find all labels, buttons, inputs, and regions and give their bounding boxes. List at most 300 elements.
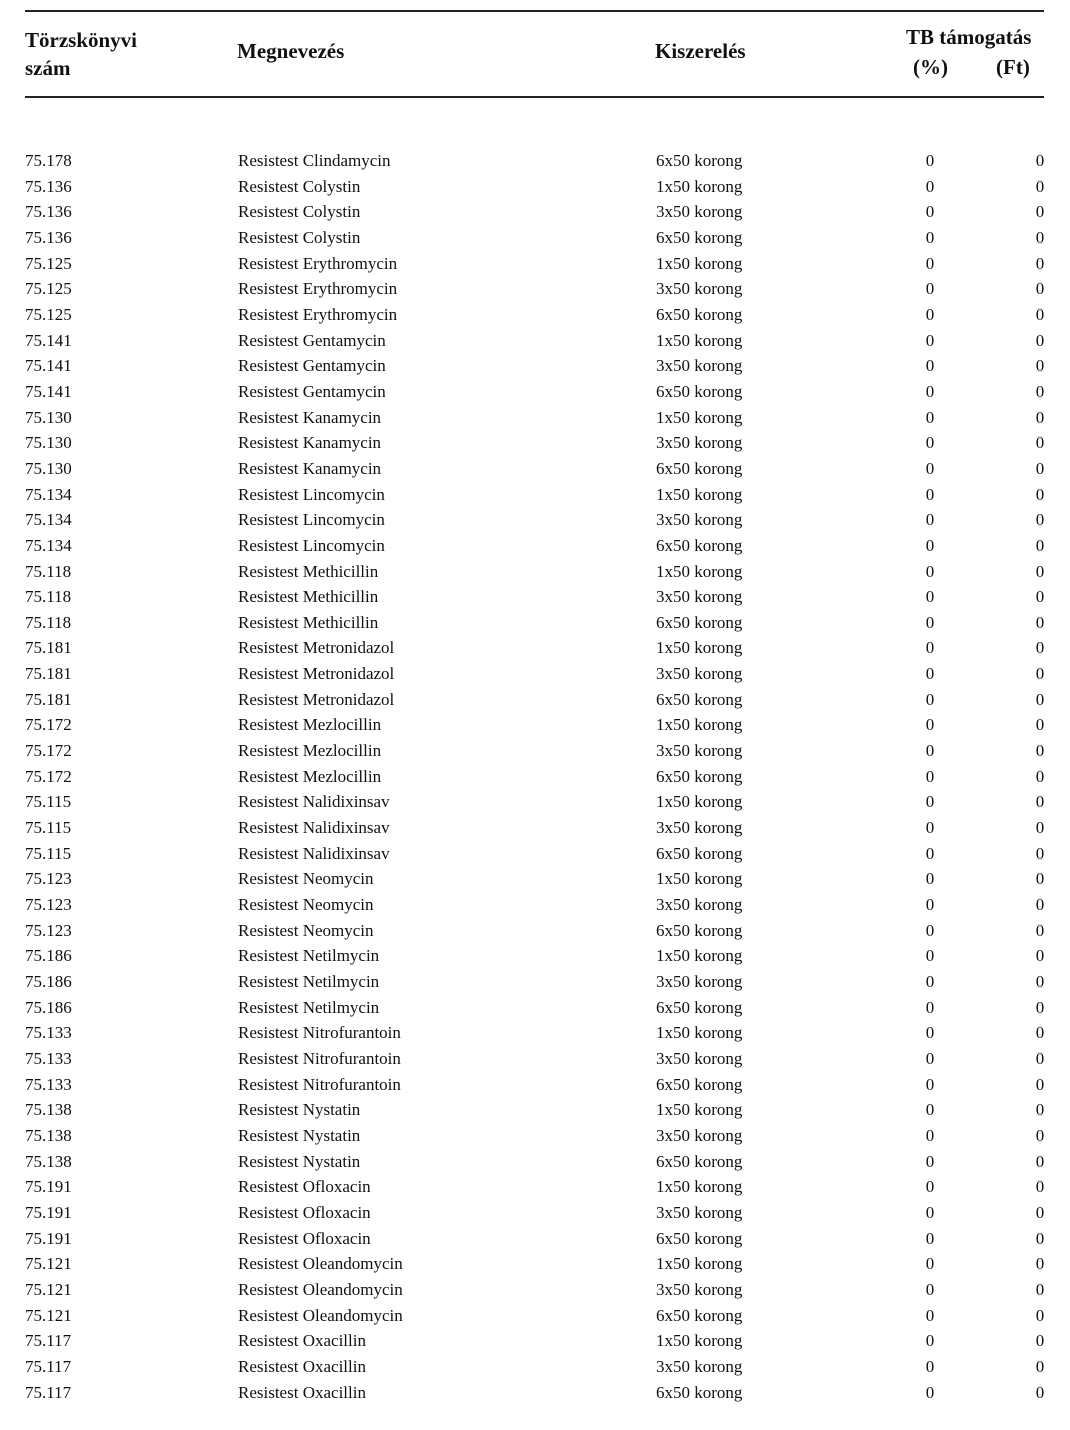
support-percent-cell: 0 <box>925 1382 935 1402</box>
table-row <box>0 1251 1070 1277</box>
table-row <box>0 584 1070 610</box>
table-row <box>0 738 1070 764</box>
support-forint-cell: 0 <box>1035 561 1045 581</box>
product-name-cell: Resistest Lincomycin <box>238 484 385 504</box>
registration-number-cell: 75.118 <box>25 612 72 632</box>
support-percent-cell: 0 <box>925 1305 935 1325</box>
packaging-cell: 3x50 korong <box>656 202 743 222</box>
support-percent-cell: 0 <box>925 638 935 658</box>
support-forint-cell: 0 <box>1035 151 1045 170</box>
registration-number-cell: 75.117 <box>25 1382 72 1402</box>
support-forint-cell: 0 <box>1035 330 1045 350</box>
packaging-cell: 1x50 korong <box>656 561 743 581</box>
support-percent-cell: 0 <box>925 1023 935 1043</box>
registration-number-cell: 75.181 <box>25 664 72 684</box>
support-forint-cell: 0 <box>1035 510 1045 530</box>
table-row <box>0 199 1070 225</box>
registration-number-cell: 75.125 <box>25 279 72 299</box>
top-rule <box>25 10 1044 12</box>
support-percent-cell: 0 <box>925 202 935 222</box>
product-name-cell: Resistest Nalidixinsav <box>238 792 390 812</box>
product-name-cell: Resistest Gentamycin <box>238 330 386 350</box>
support-forint-cell: 0 <box>1035 818 1045 838</box>
table-row <box>0 943 1070 969</box>
packaging-cell: 6x50 korong <box>656 1305 743 1325</box>
product-name-cell: Resistest Colystin <box>238 227 361 247</box>
product-name-cell: Resistest Ofloxacin <box>238 1228 371 1248</box>
support-percent-cell: 0 <box>925 766 935 786</box>
packaging-cell: 6x50 korong <box>656 920 743 940</box>
table-row <box>0 1328 1070 1354</box>
table-row <box>0 559 1070 585</box>
packaging-cell: 1x50 korong <box>656 330 743 350</box>
registration-number-cell: 75.133 <box>25 1048 72 1068</box>
support-percent-cell: 0 <box>925 458 935 478</box>
registration-number-cell: 75.141 <box>25 330 72 350</box>
packaging-cell: 3x50 korong <box>656 664 743 684</box>
registration-number-cell: 75.133 <box>25 1023 72 1043</box>
header-support-forint: (Ft) <box>996 55 1030 79</box>
support-percent-cell: 0 <box>925 304 935 324</box>
registration-number-cell: 75.186 <box>25 946 72 966</box>
table-row <box>0 302 1070 328</box>
support-forint-cell: 0 <box>1035 1305 1045 1325</box>
table-row <box>0 995 1070 1021</box>
support-percent-cell: 0 <box>925 587 935 607</box>
support-percent-cell: 0 <box>925 510 935 530</box>
product-name-cell: Resistest Metronidazol <box>238 638 395 658</box>
product-name-cell: Resistest Colystin <box>238 176 361 196</box>
product-name-cell: Resistest Kanamycin <box>238 458 382 478</box>
product-name-cell: Resistest Oleandomycin <box>238 1305 403 1325</box>
header-packaging: Kiszerelés <box>655 39 746 63</box>
support-forint-cell: 0 <box>1035 202 1045 222</box>
packaging-cell: 6x50 korong <box>656 151 743 170</box>
table-row <box>0 1226 1070 1252</box>
support-percent-cell: 0 <box>925 151 935 170</box>
support-forint-cell: 0 <box>1035 715 1045 735</box>
support-percent-cell: 0 <box>925 946 935 966</box>
support-percent-cell: 0 <box>925 1177 935 1197</box>
packaging-cell: 6x50 korong <box>656 458 743 478</box>
product-name-cell: Resistest Gentamycin <box>238 356 386 376</box>
registration-number-cell: 75.181 <box>25 638 72 658</box>
registration-number-cell: 75.115 <box>25 792 72 812</box>
support-percent-cell: 0 <box>925 689 935 709</box>
packaging-cell: 1x50 korong <box>656 1100 743 1120</box>
support-forint-cell: 0 <box>1035 433 1045 453</box>
table-row <box>0 1354 1070 1380</box>
product-name-cell: Resistest Oxacillin <box>238 1382 366 1402</box>
registration-number-cell: 75.141 <box>25 356 72 376</box>
support-forint-cell: 0 <box>1035 920 1045 940</box>
packaging-cell: 3x50 korong <box>656 895 743 915</box>
product-name-cell: Resistest Kanamycin <box>238 433 382 453</box>
table-row <box>0 225 1070 251</box>
packaging-cell: 3x50 korong <box>656 510 743 530</box>
registration-number-cell: 75.138 <box>25 1100 72 1120</box>
table-row <box>0 148 1070 174</box>
support-forint-cell: 0 <box>1035 356 1045 376</box>
packaging-cell: 3x50 korong <box>656 818 743 838</box>
registration-number-cell: 75.117 <box>25 1356 72 1376</box>
support-forint-cell: 0 <box>1035 843 1045 863</box>
product-name-cell: Resistest Methicillin <box>238 587 379 607</box>
packaging-cell: 1x50 korong <box>656 176 743 196</box>
product-name-cell: Resistest Neomycin <box>238 920 374 940</box>
support-forint-cell: 0 <box>1035 279 1045 299</box>
table-row <box>0 764 1070 790</box>
packaging-cell: 1x50 korong <box>656 715 743 735</box>
support-percent-cell: 0 <box>925 227 935 247</box>
packaging-cell: 6x50 korong <box>656 1382 743 1402</box>
table-row <box>0 969 1070 995</box>
support-percent-cell: 0 <box>925 1279 935 1299</box>
support-percent-cell: 0 <box>925 869 935 889</box>
support-forint-cell: 0 <box>1035 484 1045 504</box>
product-name-cell: Resistest Neomycin <box>238 895 374 915</box>
registration-number-cell: 75.130 <box>25 458 72 478</box>
table-row <box>0 1149 1070 1175</box>
header-registration-line1: Törzskönyvi <box>25 28 138 52</box>
support-percent-cell: 0 <box>925 920 935 940</box>
support-forint-cell: 0 <box>1035 304 1045 324</box>
product-name-cell: Resistest Oleandomycin <box>238 1279 403 1299</box>
support-percent-cell: 0 <box>925 484 935 504</box>
support-forint-cell: 0 <box>1035 1177 1045 1197</box>
support-percent-cell: 0 <box>925 843 935 863</box>
packaging-cell: 1x50 korong <box>656 638 743 658</box>
table-row <box>0 712 1070 738</box>
support-percent-cell: 0 <box>925 176 935 196</box>
table-row <box>0 328 1070 354</box>
product-name-cell: Resistest Colystin <box>238 202 361 222</box>
support-percent-cell: 0 <box>925 792 935 812</box>
product-name-cell: Resistest Netilmycin <box>238 997 380 1017</box>
packaging-cell: 1x50 korong <box>656 484 743 504</box>
support-forint-cell: 0 <box>1035 1382 1045 1402</box>
support-forint-cell: 0 <box>1035 458 1045 478</box>
table-row <box>0 1174 1070 1200</box>
product-name-cell: Resistest Mezlocillin <box>238 715 382 735</box>
packaging-cell: 3x50 korong <box>656 1048 743 1068</box>
registration-number-cell: 75.138 <box>25 1125 72 1145</box>
registration-number-cell: 75.136 <box>25 202 72 222</box>
support-forint-cell: 0 <box>1035 535 1045 555</box>
registration-number-cell: 75.178 <box>25 151 72 170</box>
packaging-cell: 6x50 korong <box>656 997 743 1017</box>
support-percent-cell: 0 <box>925 279 935 299</box>
registration-number-cell: 75.172 <box>25 766 72 786</box>
product-name-cell: Resistest Nalidixinsav <box>238 843 390 863</box>
table-row <box>0 1072 1070 1098</box>
table-row <box>0 789 1070 815</box>
support-forint-cell: 0 <box>1035 587 1045 607</box>
registration-number-cell: 75.134 <box>25 484 72 504</box>
table-row <box>0 507 1070 533</box>
support-percent-cell: 0 <box>925 356 935 376</box>
support-forint-cell: 0 <box>1035 895 1045 915</box>
registration-number-cell: 75.136 <box>25 176 72 196</box>
support-forint-cell: 0 <box>1035 407 1045 427</box>
support-forint-cell: 0 <box>1035 1228 1045 1248</box>
product-name-cell: Resistest Nystatin <box>238 1125 361 1145</box>
packaging-cell: 6x50 korong <box>656 1151 743 1171</box>
product-name-cell: Resistest Nystatin <box>238 1151 361 1171</box>
header-registration-line2: szám <box>25 56 71 80</box>
product-name-cell: Resistest Oxacillin <box>238 1356 366 1376</box>
support-forint-cell: 0 <box>1035 381 1045 401</box>
table-row <box>0 1123 1070 1149</box>
product-name-cell: Resistest Nitrofurantoin <box>238 1023 401 1043</box>
packaging-cell: 6x50 korong <box>656 843 743 863</box>
registration-number-cell: 75.172 <box>25 715 72 735</box>
registration-number-cell: 75.181 <box>25 689 72 709</box>
packaging-cell: 1x50 korong <box>656 1023 743 1043</box>
table-row <box>0 841 1070 867</box>
product-name-cell: Resistest Mezlocillin <box>238 741 382 761</box>
packaging-cell: 6x50 korong <box>656 689 743 709</box>
packaging-cell: 3x50 korong <box>656 741 743 761</box>
product-name-cell: Resistest Neomycin <box>238 869 374 889</box>
table-row <box>0 815 1070 841</box>
header-bottom-rule <box>25 96 1044 98</box>
registration-number-cell: 75.121 <box>25 1305 72 1325</box>
registration-number-cell: 75.134 <box>25 510 72 530</box>
registration-number-cell: 75.138 <box>25 1151 72 1171</box>
product-name-cell: Resistest Lincomycin <box>238 535 385 555</box>
table-row <box>0 276 1070 302</box>
product-name-cell: Resistest Netilmycin <box>238 946 380 966</box>
packaging-cell: 6x50 korong <box>656 304 743 324</box>
table-row <box>0 533 1070 559</box>
packaging-cell: 6x50 korong <box>656 1228 743 1248</box>
product-name-cell: Resistest Gentamycin <box>238 381 386 401</box>
packaging-cell: 6x50 korong <box>656 381 743 401</box>
registration-number-cell: 75.130 <box>25 433 72 453</box>
packaging-cell: 1x50 korong <box>656 1177 743 1197</box>
product-name-cell: Resistest Nitrofurantoin <box>238 1074 401 1094</box>
table-row <box>0 866 1070 892</box>
product-name-cell: Resistest Lincomycin <box>238 510 385 530</box>
product-name-cell: Resistest Metronidazol <box>238 689 395 709</box>
header-support-percent: (%) <box>913 55 948 79</box>
table-row <box>0 405 1070 431</box>
packaging-cell: 3x50 korong <box>656 972 743 991</box>
support-forint-cell: 0 <box>1035 741 1045 761</box>
product-name-cell: Resistest Metronidazol <box>238 664 395 684</box>
table-row <box>0 430 1070 456</box>
registration-number-cell: 75.130 <box>25 407 72 427</box>
table-row <box>0 251 1070 277</box>
table-row <box>0 1277 1070 1303</box>
product-name-cell: Resistest Methicillin <box>238 612 379 632</box>
registration-number-cell: 75.172 <box>25 741 72 761</box>
product-name-cell: Resistest Erythromycin <box>238 279 398 299</box>
registration-number-cell: 75.125 <box>25 253 72 273</box>
support-percent-cell: 0 <box>925 715 935 735</box>
packaging-cell: 1x50 korong <box>656 1331 743 1351</box>
product-name-cell: Resistest Mezlocillin <box>238 766 382 786</box>
support-forint-cell: 0 <box>1035 1100 1045 1120</box>
table-row <box>0 1380 1070 1406</box>
table-row <box>0 1303 1070 1329</box>
product-name-cell: Resistest Netilmycin <box>238 972 380 991</box>
table-row <box>0 456 1070 482</box>
support-percent-cell: 0 <box>925 561 935 581</box>
packaging-cell: 6x50 korong <box>656 227 743 247</box>
packaging-cell: 3x50 korong <box>656 433 743 453</box>
support-forint-cell: 0 <box>1035 253 1045 273</box>
packaging-cell: 3x50 korong <box>656 1202 743 1222</box>
packaging-cell: 3x50 korong <box>656 1279 743 1299</box>
registration-number-cell: 75.191 <box>25 1202 72 1222</box>
support-forint-cell: 0 <box>1035 1279 1045 1299</box>
table-body <box>0 148 1070 1405</box>
product-name-cell: Resistest Oxacillin <box>238 1331 366 1351</box>
packaging-cell: 1x50 korong <box>656 869 743 889</box>
packaging-cell: 3x50 korong <box>656 279 743 299</box>
support-forint-cell: 0 <box>1035 1074 1045 1094</box>
support-forint-cell: 0 <box>1035 176 1045 196</box>
support-forint-cell: 0 <box>1035 997 1045 1017</box>
support-forint-cell: 0 <box>1035 792 1045 812</box>
table-row <box>0 1097 1070 1123</box>
support-percent-cell: 0 <box>925 433 935 453</box>
registration-number-cell: 75.121 <box>25 1279 72 1299</box>
packaging-cell: 6x50 korong <box>656 1074 743 1094</box>
product-name-cell: Resistest Clindamycin <box>238 151 391 170</box>
support-forint-cell: 0 <box>1035 664 1045 684</box>
product-name-cell: Resistest Nalidixinsav <box>238 818 390 838</box>
support-percent-cell: 0 <box>925 330 935 350</box>
support-percent-cell: 0 <box>925 535 935 555</box>
registration-number-cell: 75.115 <box>25 818 72 838</box>
registration-number-cell: 75.125 <box>25 304 72 324</box>
support-forint-cell: 0 <box>1035 1331 1045 1351</box>
support-percent-cell: 0 <box>925 1331 935 1351</box>
registration-number-cell: 75.121 <box>25 1254 72 1274</box>
packaging-cell: 3x50 korong <box>656 587 743 607</box>
support-forint-cell: 0 <box>1035 1048 1045 1068</box>
packaging-cell: 1x50 korong <box>656 253 743 273</box>
table-row <box>0 174 1070 200</box>
table-row <box>0 892 1070 918</box>
support-forint-cell: 0 <box>1035 227 1045 247</box>
support-percent-cell: 0 <box>925 1228 935 1248</box>
support-percent-cell: 0 <box>925 664 935 684</box>
registration-number-cell: 75.136 <box>25 227 72 247</box>
support-forint-cell: 0 <box>1035 612 1045 632</box>
support-percent-cell: 0 <box>925 1100 935 1120</box>
table-row <box>0 918 1070 944</box>
packaging-cell: 1x50 korong <box>656 946 743 966</box>
support-percent-cell: 0 <box>925 1048 935 1068</box>
product-name-cell: Resistest Ofloxacin <box>238 1202 371 1222</box>
support-forint-cell: 0 <box>1035 1202 1045 1222</box>
support-percent-cell: 0 <box>925 1125 935 1145</box>
packaging-cell: 3x50 korong <box>656 356 743 376</box>
table-row <box>0 687 1070 713</box>
registration-number-cell: 75.118 <box>25 587 72 607</box>
registration-number-cell: 75.118 <box>25 561 72 581</box>
product-name-cell: Resistest Nitrofurantoin <box>238 1048 401 1068</box>
header-support: TB támogatás <box>906 25 1032 49</box>
support-percent-cell: 0 <box>925 1356 935 1376</box>
product-name-cell: Resistest Methicillin <box>238 561 379 581</box>
registration-number-cell: 75.115 <box>25 843 72 863</box>
support-forint-cell: 0 <box>1035 689 1045 709</box>
support-percent-cell: 0 <box>925 1254 935 1274</box>
support-forint-cell: 0 <box>1035 1125 1045 1145</box>
support-percent-cell: 0 <box>925 381 935 401</box>
product-name-cell: Resistest Erythromycin <box>238 304 398 324</box>
table-row <box>0 610 1070 636</box>
support-percent-cell: 0 <box>925 997 935 1017</box>
registration-number-cell: 75.123 <box>25 920 72 940</box>
support-percent-cell: 0 <box>925 1151 935 1171</box>
registration-number-cell: 75.123 <box>25 869 72 889</box>
registration-number-cell: 75.141 <box>25 381 72 401</box>
product-name-cell: Resistest Oleandomycin <box>238 1254 403 1274</box>
support-percent-cell: 0 <box>925 1202 935 1222</box>
support-percent-cell: 0 <box>925 612 935 632</box>
product-name-cell: Resistest Nystatin <box>238 1100 361 1120</box>
registration-number-cell: 75.123 <box>25 895 72 915</box>
support-percent-cell: 0 <box>925 253 935 273</box>
header-name: Megnevezés <box>237 39 345 63</box>
packaging-cell: 6x50 korong <box>656 612 743 632</box>
support-forint-cell: 0 <box>1035 869 1045 889</box>
registration-number-cell: 75.186 <box>25 972 72 991</box>
packaging-cell: 6x50 korong <box>656 766 743 786</box>
support-percent-cell: 0 <box>925 895 935 915</box>
table-row <box>0 1020 1070 1046</box>
support-forint-cell: 0 <box>1035 1254 1045 1274</box>
support-percent-cell: 0 <box>925 972 935 991</box>
packaging-cell: 3x50 korong <box>656 1356 743 1376</box>
support-percent-cell: 0 <box>925 1074 935 1094</box>
product-name-cell: Resistest Ofloxacin <box>238 1177 371 1197</box>
registration-number-cell: 75.117 <box>25 1331 72 1351</box>
table-row <box>0 1046 1070 1072</box>
product-name-cell: Resistest Kanamycin <box>238 407 382 427</box>
registration-number-cell: 75.133 <box>25 1074 72 1094</box>
packaging-cell: 1x50 korong <box>656 407 743 427</box>
support-forint-cell: 0 <box>1035 972 1045 991</box>
support-percent-cell: 0 <box>925 741 935 761</box>
registration-number-cell: 75.134 <box>25 535 72 555</box>
support-forint-cell: 0 <box>1035 1356 1045 1376</box>
registration-number-cell: 75.191 <box>25 1228 72 1248</box>
registration-number-cell: 75.186 <box>25 997 72 1017</box>
support-percent-cell: 0 <box>925 407 935 427</box>
product-name-cell: Resistest Erythromycin <box>238 253 398 273</box>
table-row <box>0 379 1070 405</box>
registration-number-cell: 75.191 <box>25 1177 72 1197</box>
table-row <box>0 661 1070 687</box>
support-forint-cell: 0 <box>1035 1151 1045 1171</box>
table-row <box>0 1200 1070 1226</box>
table-row <box>0 635 1070 661</box>
packaging-cell: 3x50 korong <box>656 1125 743 1145</box>
packaging-cell: 1x50 korong <box>656 792 743 812</box>
support-forint-cell: 0 <box>1035 1023 1045 1043</box>
packaging-cell: 6x50 korong <box>656 535 743 555</box>
table-row <box>0 353 1070 379</box>
support-forint-cell: 0 <box>1035 946 1045 966</box>
support-forint-cell: 0 <box>1035 638 1045 658</box>
